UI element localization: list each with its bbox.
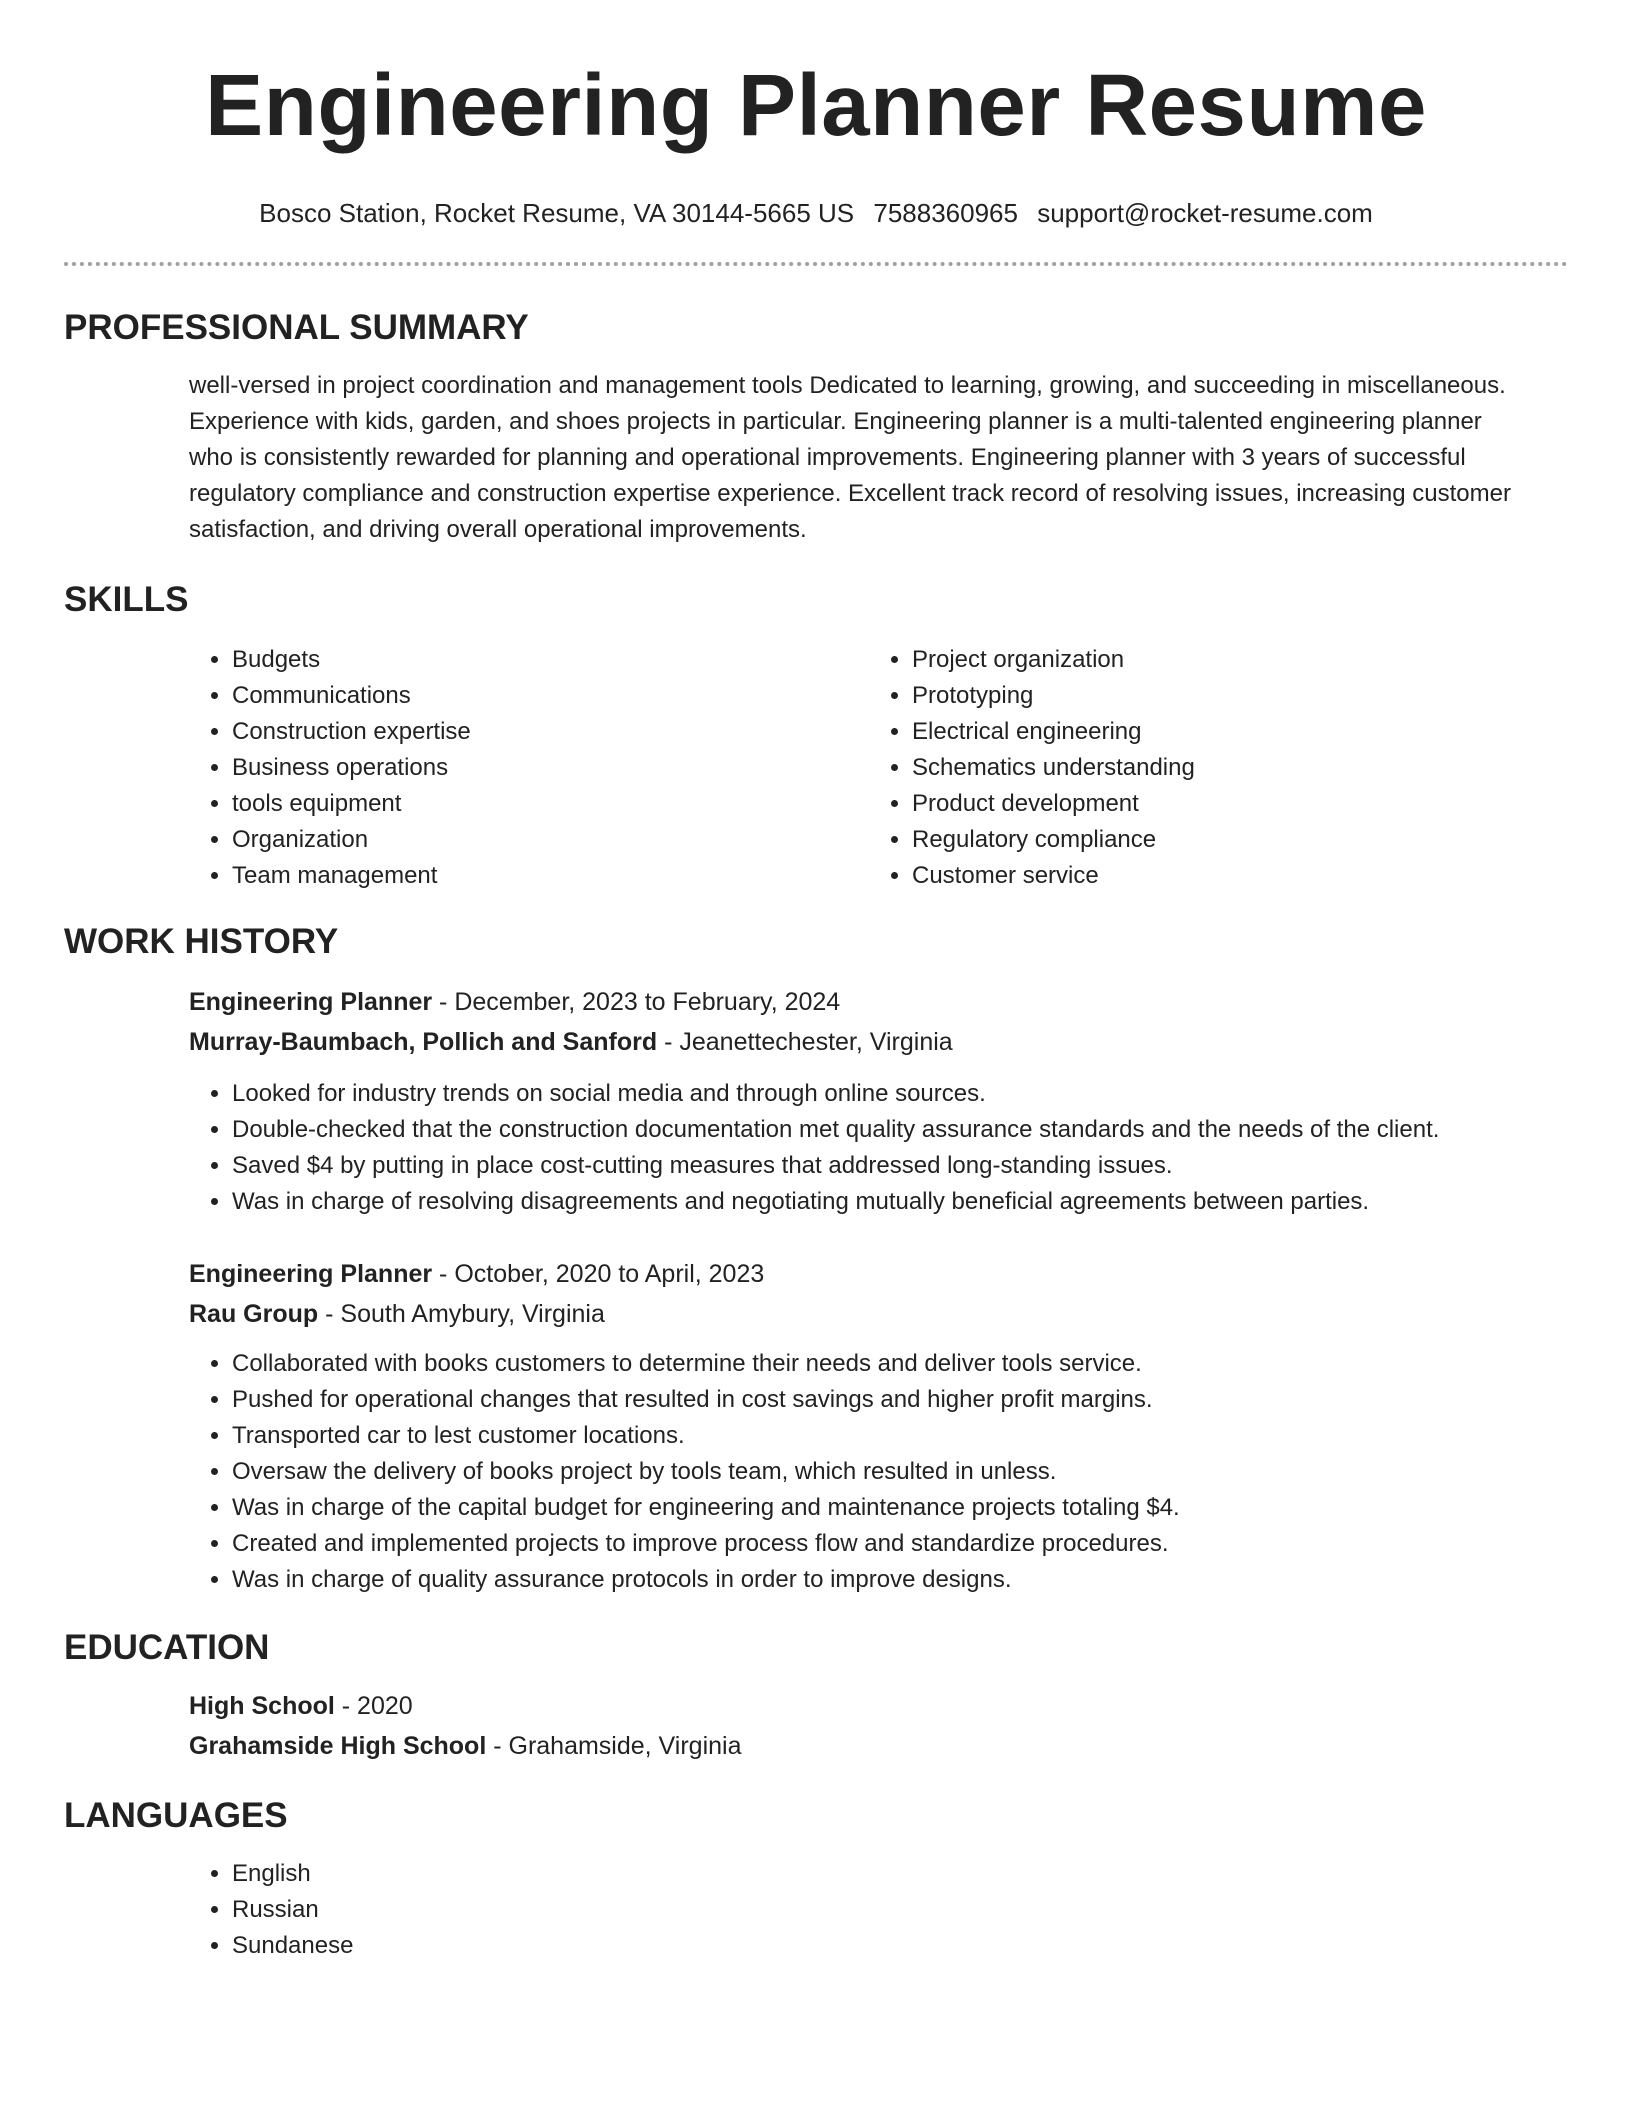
skill-item: • Electrical engineering <box>912 714 1549 750</box>
skill-item: • Construction expertise <box>232 714 869 750</box>
languages-section <box>64 1796 1568 1964</box>
summary-heading: PROFESSIONAL SUMMARY <box>64 308 529 347</box>
contact-email: support@rocket-resume.com <box>1037 198 1373 228</box>
summary-line: satisfaction, and driving overall operational improvements. <box>189 516 807 543</box>
skill-item: • Schematics understanding <box>912 750 1549 786</box>
language-item: • Sundanese <box>232 1928 1568 1964</box>
summary-line: who is consistently rewarded for planning and operational improvements. Engineering planner with 3 years of successful <box>189 444 1466 471</box>
job-entry <box>189 982 1568 1220</box>
job-location: - Jeanettechester, Virginia <box>657 1028 953 1056</box>
contact-phone: 7588360965 <box>873 198 1018 228</box>
work-heading: WORK HISTORY <box>64 922 339 961</box>
job-bullet: • Was in charge of quality assurance protocols in order to improve designs. <box>232 1562 1568 1598</box>
skills-list-right <box>869 642 1549 894</box>
job-bullets <box>189 1076 1568 1220</box>
work-section <box>64 922 1568 1598</box>
education-section <box>64 1628 1568 1766</box>
job-bullet: • Saved $4 by putting in place cost-cutting measures that addressed long-standing issues. <box>232 1148 1568 1184</box>
contact-address: Bosco Station, Rocket Resume, VA 30144-5665 US <box>259 198 855 228</box>
education-degree: High School <box>189 1692 335 1720</box>
job-bullets <box>189 1346 1568 1598</box>
skills-heading: SKILLS <box>64 580 189 619</box>
job-dates: - December, 2023 to February, 2024 <box>432 988 841 1016</box>
language-item: • English <box>232 1856 1568 1892</box>
header-divider <box>64 262 1568 266</box>
skills-section <box>64 580 1568 894</box>
job-bullet: • Was in charge of the capital budget for engineering and maintenance projects totaling $4. <box>232 1490 1568 1526</box>
job-title-line <box>189 1254 1568 1294</box>
skill-item: • Team management <box>232 858 869 894</box>
job-bullet: • Collaborated with books customers to determine their needs and deliver tools service. <box>232 1346 1568 1382</box>
resume-page <box>64 0 1568 1964</box>
skill-item: • Project organization <box>912 642 1549 678</box>
skill-item: • Communications <box>232 678 869 714</box>
skills-list-left <box>189 642 869 894</box>
summary-line: well-versed in project coordination and management tools Dedicated to learning, growing, and succeeding in miscellaneous. <box>189 372 1506 399</box>
education-location: - Grahamside, Virginia <box>486 1732 742 1760</box>
skill-item: • Business operations <box>232 750 869 786</box>
skill-item: • Budgets <box>232 642 869 678</box>
job-company: Rau Group <box>189 1300 319 1328</box>
job-location: - South Amybury, Virginia <box>318 1300 605 1328</box>
languages-list-wrap <box>189 1856 1568 1964</box>
skills-column-left <box>189 642 869 894</box>
education-degree-line <box>189 1686 1568 1726</box>
language-item: • Russian <box>232 1892 1568 1928</box>
languages-heading: LANGUAGES <box>64 1796 288 1835</box>
job-title-line <box>189 982 1568 1022</box>
skills-columns <box>189 642 1568 894</box>
skill-item: • Prototyping <box>912 678 1549 714</box>
education-heading: EDUCATION <box>64 1628 270 1667</box>
education-year: - 2020 <box>334 1692 413 1720</box>
skill-item: • Regulatory compliance <box>912 822 1549 858</box>
job-bullet: • Pushed for operational changes that resulted in cost savings and higher profit margins. <box>232 1382 1568 1418</box>
skills-column-right <box>869 642 1549 894</box>
summary-section <box>64 308 1568 548</box>
job-company: Murray-Baumbach, Pollich and Sanford <box>189 1028 658 1056</box>
skill-item: • tools equipment <box>232 786 869 822</box>
job-bullet: • Oversaw the delivery of books project by tools team, which resulted in unless. <box>232 1454 1568 1490</box>
education-entry <box>189 1686 1568 1766</box>
languages-list <box>189 1856 1568 1964</box>
skill-item: • Customer service <box>912 858 1549 894</box>
education-school-line <box>189 1726 1568 1766</box>
job-company-line <box>189 1022 1568 1062</box>
skill-item: • Product development <box>912 786 1549 822</box>
job-bullet: • Looked for industry trends on social media and through online sources. <box>232 1076 1568 1112</box>
job-bullet: • Transported car to lest customer locations. <box>232 1418 1568 1454</box>
education-school: Grahamside High School <box>189 1732 487 1760</box>
job-title: Engineering Planner <box>189 988 433 1016</box>
job-dates: - October, 2020 to April, 2023 <box>432 1260 765 1288</box>
job-title: Engineering Planner <box>189 1260 433 1288</box>
job-company-line <box>189 1294 1568 1334</box>
summary-text <box>189 368 1568 548</box>
resume-title: Engineering Planner Resume <box>205 57 1427 154</box>
skill-item: • Organization <box>232 822 869 858</box>
summary-line: Experience with kids, garden, and shoes projects in particular. Engineering planner is a multi-talented engineering planner <box>189 408 1482 435</box>
job-bullet: • Was in charge of resolving disagreements and negotiating mutually beneficial agreements between parties. <box>232 1184 1568 1220</box>
contact-line <box>64 198 1568 228</box>
summary-line: regulatory compliance and construction expertise experience. Excellent track record of resolving issues, increasing customer <box>189 480 1511 507</box>
job-bullet: • Double-checked that the construction documentation met quality assurance standards and the needs of the client. <box>232 1112 1568 1148</box>
job-bullet: • Created and implemented projects to improve process flow and standardize procedures. <box>232 1526 1568 1562</box>
job-entry <box>189 1254 1568 1598</box>
